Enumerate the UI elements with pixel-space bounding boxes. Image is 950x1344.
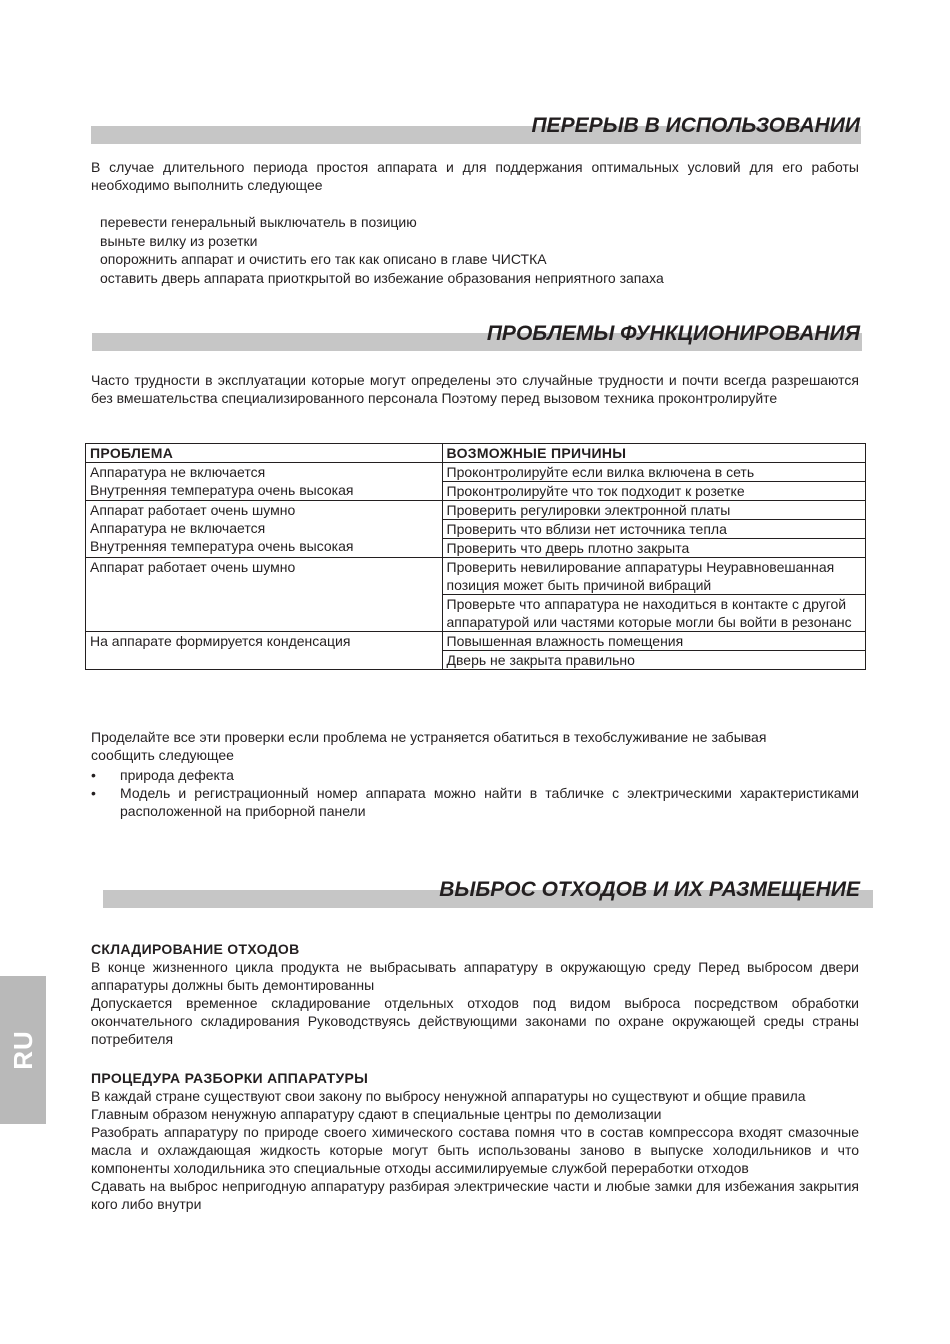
pause-step: выньте вилку из розетки <box>100 232 258 249</box>
cause-cell: Проверить что дверь плотно закрыта <box>442 539 865 558</box>
problem-text: Аппаратура не включается <box>90 520 266 536</box>
problems-after: Проделайте все эти проверки если проблема не устраняется обатиться в техобслуживание не забывая сообщить следующее <box>91 729 767 763</box>
pause-step: перевести генеральный выключатель в позицию <box>100 214 417 230</box>
table-row <box>86 558 866 595</box>
cause-cell: Проконтролируйте если вилка включена в сеть <box>442 463 865 482</box>
procedure-heading: ПРОЦЕДУРА РАЗБОРКИ АППАРАТУРЫ <box>91 1070 369 1086</box>
problem-text: Внутренняя температура очень высокая <box>90 538 354 554</box>
pause-step: оставить дверь аппарата приоткрытой во избежание образования неприятного запаха <box>100 269 664 286</box>
pause-steps <box>100 213 664 287</box>
table-header-row <box>86 444 866 463</box>
problem-text: Аппаратура не включается <box>90 464 266 480</box>
section-title-problems: ПРОБЛЕМЫ ФУНКЦИОНИРОВАНИЯ <box>486 322 860 345</box>
pause-step: опорожнить аппарат и очистить его так как описано в главе ЧИСТКА <box>100 251 547 267</box>
storage-paragraph: Допускается временное складирование отдельных отходов под видом выброса посредством обработки окончательного складирования Руководствуясь действующими законами по охране окружающей среды страны потребителя <box>91 995 859 1047</box>
cause-cell: Проконтролируйте что ток подходит к розетке <box>442 482 865 501</box>
problem-cell <box>86 632 443 670</box>
section-title-pause: ПЕРЕРЫВ В ИСПОЛЬЗОВАНИИ <box>531 114 860 137</box>
procedure-paragraph: Сдавать на выброс непригодную аппаратуру разбирая электрические части и любые замки для избежания закрытия кого либо внутри <box>91 1178 859 1212</box>
bullet-item: • природа дефекта <box>91 766 859 784</box>
procedure-paragraph: В каждай стране существуют свои закону по выбросу ненужной аппаратуры но существуют и общие правила <box>91 1088 806 1104</box>
section-title-disposal: ВЫБРОС ОТХОДОВ И ИХ РАЗМЕЩЕНИЕ <box>439 878 860 901</box>
cause-cell: Проверить что вблизи нет источника тепла <box>442 520 865 539</box>
bullet-item: • Модель и регистрационный номер аппарата можно найти в табличке с электрическими характеристиками расположенной на приборной панели <box>91 784 859 820</box>
cause-cell: Проверьте что аппаратура не находиться в контакте с другой аппаратурой или частями которые могли бы войти в резонанс <box>442 595 865 632</box>
language-tab <box>0 976 46 1124</box>
column-header-causes: ВОЗМОЖНЫЕ ПРИЧИНЫ <box>442 444 865 463</box>
report-bullets <box>91 766 859 820</box>
problem-text: Аппарат работает очень шумно <box>90 502 296 518</box>
troubleshooting-table <box>85 443 866 670</box>
table-row <box>86 463 866 482</box>
procedure-paragraph: Разобрать аппаратуру по природе своего химического состава помня что в состав компрессора входят смазочные масла и охлаждающая жидкость которые могут быть использованы заново в выпуске холодильников и что компоненты холодильника это специальные отходы ассимилируемые службой переработки отходов <box>91 1124 859 1176</box>
problem-cell <box>86 501 443 558</box>
disposal-procedure <box>91 1069 859 1213</box>
column-header-problem: ПРОБЛЕМА <box>86 444 443 463</box>
problems-intro: Часто трудности в эксплуатации которые могут определены это случайные трудности и почти всегда разрешаются без вмешательства специализированного персонала Поэтому перед вызовом техника проконтролируйте <box>91 372 859 406</box>
pause-intro: В случае длительного периода простоя аппарата и для поддержания оптимальных условий для его работы необходимо выполнить следующее <box>91 159 859 193</box>
problem-cell <box>86 558 443 632</box>
procedure-paragraph: Главным образом ненужную аппаратуру сдают в специальные центры по демолизации <box>91 1106 662 1122</box>
cause-cell: Повышенная влажность помещения <box>442 632 865 651</box>
cause-cell: Дверь не закрыта правильно <box>442 651 865 670</box>
disposal-storage <box>91 940 859 1048</box>
table-row <box>86 501 866 520</box>
problem-cell <box>86 463 443 501</box>
storage-paragraph: В конце жизненного цикла продукта не выбрасывать аппаратуру в окружающую среду Перед выбросом двери аппаратуры должны быть демонтированны <box>91 959 859 993</box>
cause-cell: Проверить невилирование аппаратуры Неуравновешанная позиция может быть причиной вибраций <box>442 558 865 595</box>
table-row <box>86 632 866 651</box>
problem-text: На аппарате формируется конденсация <box>90 633 351 649</box>
storage-heading: СКЛАДИРОВАНИЕ ОТХОДОВ <box>91 941 300 957</box>
language-tab-label: RU <box>8 1030 38 1070</box>
cause-cell: Проверить регулировки электронной платы <box>442 501 865 520</box>
problem-text: Аппарат работает очень шумно <box>90 559 296 575</box>
problem-text: Внутренняя температура очень высокая <box>90 482 354 498</box>
